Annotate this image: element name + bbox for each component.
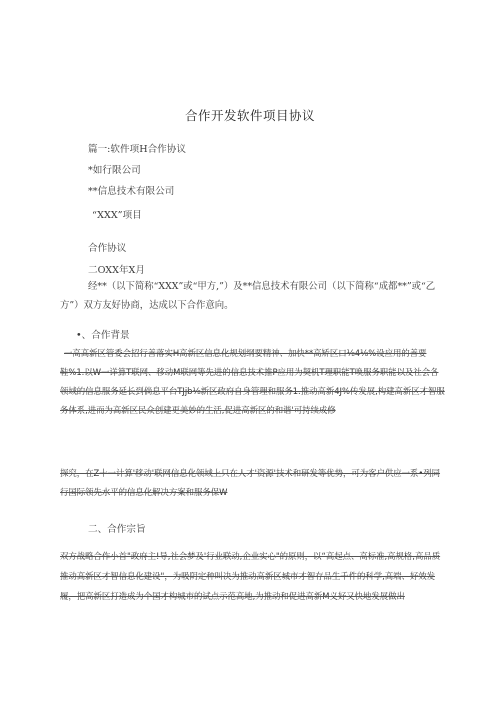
header-line-project: “XXX”项目 <box>92 210 142 221</box>
background-paragraph <box>60 344 445 420</box>
explore-paragraph-text: 探究，在Z十一计算'移动'联网信息化领域上只在人才'资源'技术和研发等优势，可为客户供应一系•列同行国际领先水平的信息化解决方案和服务保W <box>60 468 441 497</box>
explore-paragraph <box>60 464 445 502</box>
background-paragraph-text: 一高高新区管委会招行善落实H高新区信息化规划纲要精神、加快**高矫区口⅛4⅛%设应用的善要鞋%1.以W一详算T联网、移动M联网等先进的信息技术推P应用为契机T理职能T唤服务职能以及社会各领域的信息服务延长到倘息平台TJjb⅛新区政府自身管理和服务1.推动高新4J%传发展,构建高新区才智服务体系,进而为高新区民众创建更美妙的生活,促进高新区的和谐'可持续成修 <box>60 348 445 415</box>
section-purpose-heading: 二、合作宗旨 <box>88 524 146 535</box>
header-line-party-b: **信息技术有限公司 <box>88 186 175 197</box>
document-title: 合作开发软件项目协议 <box>184 108 315 123</box>
date-line: 二OXX年X月 <box>88 265 145 276</box>
section-background-heading: •、合作背景 <box>76 330 130 341</box>
header-line-party-a: *如行限公司 <box>88 165 141 176</box>
intro-paragraph: 经**（以下简称“XXX”或“甲方,”）及**信息技术有限公司（以下简称“成都**”或“乙方”）双方友好协商，达成以下合作意向。 <box>60 281 436 311</box>
purpose-paragraph-text: 双方战略合作小首"政府主!导,社会梦及'行业联动,企业实心"的原则，以“高起点、高标准,高规格,高品质推动高新区才智信息化建设"，为吸阴定种叫决为推动高新区城市才智存品生千件的科学,高端、好效发履，把高新区打造成为个国才构城市的试点示范高地,为推动和促进高新M义好又快地发展做出 <box>60 551 441 601</box>
header-line-chapter: 篇一:软件项H合作协议 <box>88 144 186 155</box>
agreement-heading: 合作协议 <box>88 243 127 254</box>
purpose-paragraph <box>60 546 445 606</box>
